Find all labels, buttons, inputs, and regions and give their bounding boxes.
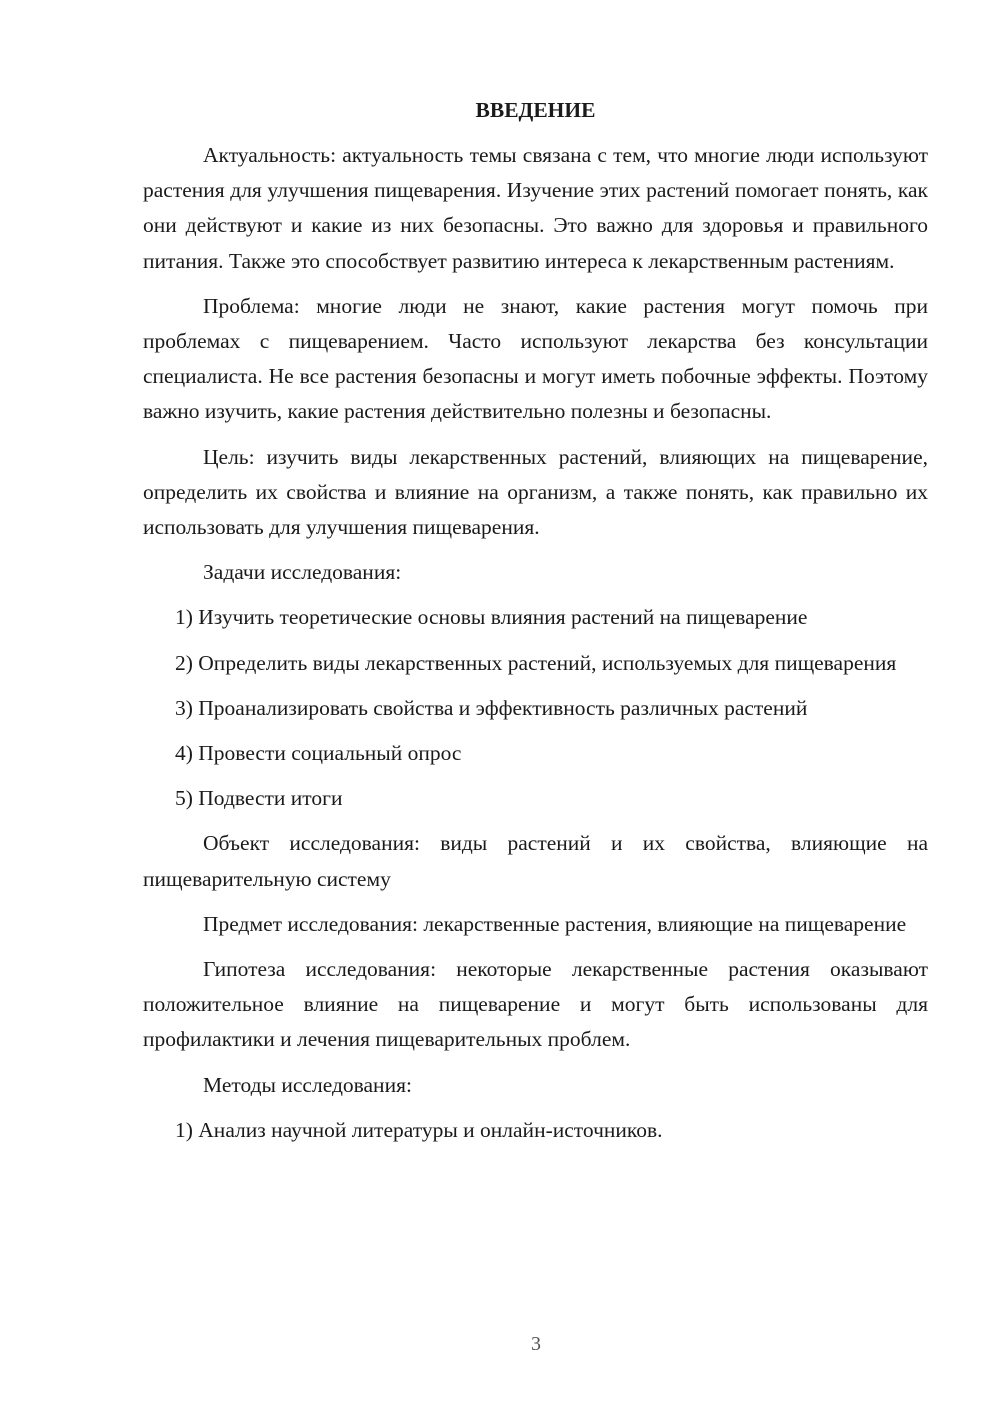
task-item-2: 2) Определить виды лекарственных растений, используемых для пищеварения	[175, 650, 897, 675]
paragraph-relevance: Актуальность: актуальность темы связана с тем, что многие люди используют растения для улучшения пищеварения. Изучение этих растений помогает понять, как они действуют и какие из них безопасны. Это важно для здоровья и правильного питания. Также это способствует развитию интереса к лекарственным растениям.	[143, 143, 928, 273]
methods-heading: Методы исследования:	[203, 1072, 412, 1097]
paragraph-problem: Проблема: многие люди не знают, какие растения могут помочь при проблемах с пищеварением. Часто используют лекарства без консультации специалиста. Не все растения безопасны и могут иметь побочные эффекты. Поэтому важно изучить, какие растения действительно полезны и безопасны.	[143, 293, 928, 424]
paragraph-subject: Предмет исследования: лекарственные растения, влияющие на пищеварение	[203, 911, 907, 936]
paragraph-goal: Цель: изучить виды лекарственных растений, влияющих на пищеварение, определить их свойства и влияние на организм, а также понять, как правильно их использовать для улучшения пищеварения.	[143, 444, 928, 540]
section-title: ВВЕДЕНИЕ	[475, 98, 596, 122]
task-item-4: 4) Провести социальный опрос	[175, 741, 462, 766]
paragraph-hypothesis: Гипотеза исследования: некоторые лекарственные растения оказывают положительное влияние на пищеварение и могут быть использованы для профилактики и лечения пищеварительных проблем.	[143, 957, 928, 1052]
task-item-1: 1) Изучить теоретические основы влияния растений на пищеварение	[175, 605, 808, 630]
method-item-1: 1) Анализ научной литературы и онлайн-источников.	[175, 1117, 663, 1142]
page-number: 3	[531, 1333, 541, 1355]
document-page	[143, 94, 928, 1158]
paragraph-object: Объект исследования: виды растений и их свойства, влияющие на пищеварительную систему	[143, 831, 928, 891]
tasks-heading: Задачи исследования:	[203, 560, 402, 585]
task-item-3: 3) Проанализировать свойства и эффективность различных растений	[175, 695, 808, 720]
task-item-5: 5) Подвести итоги	[175, 786, 343, 811]
